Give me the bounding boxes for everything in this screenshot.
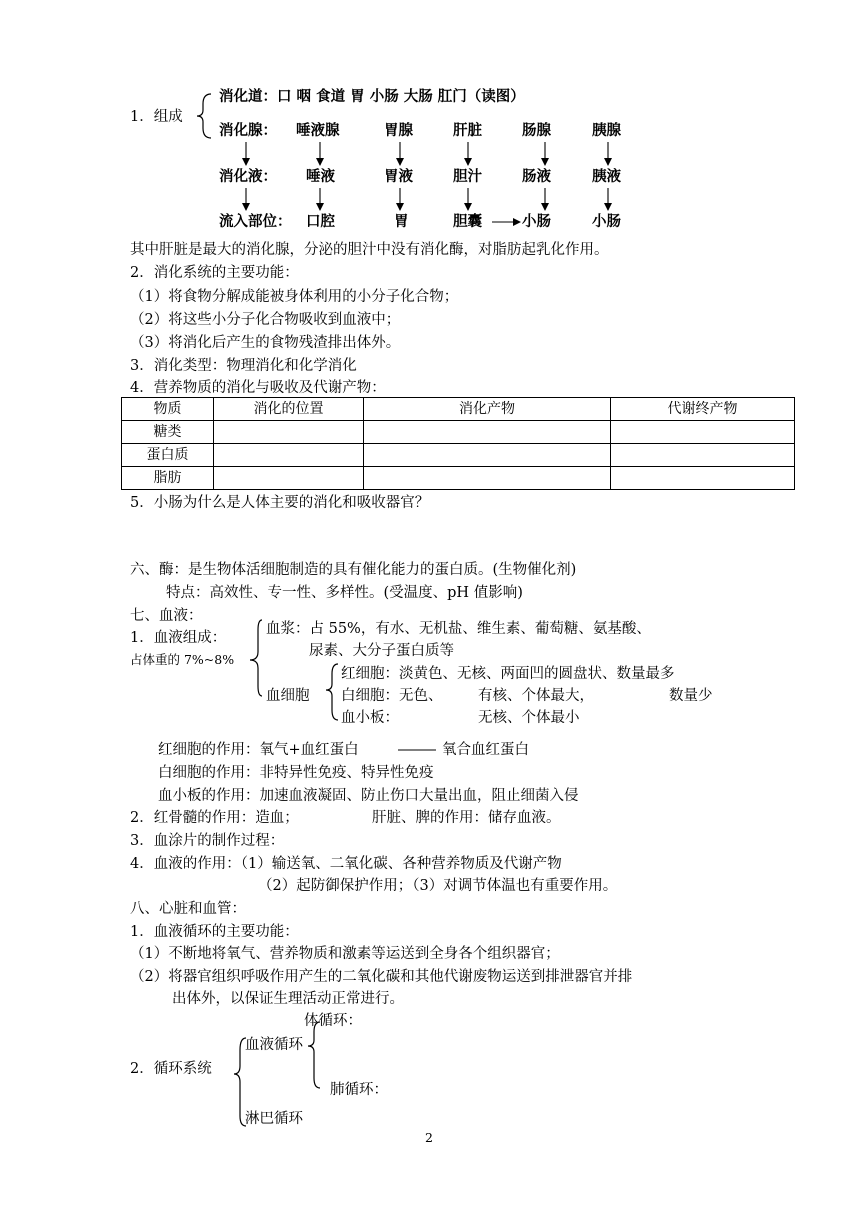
flow-item: 胆囊 [453, 214, 482, 230]
function-item: （3）将消化后产生的食物残渣排出体外。 [130, 335, 401, 351]
juice-label: 消化液： [219, 169, 277, 185]
wbc-desc-nucleus: 有核、个体最大， [478, 688, 594, 704]
row-label: 脂肪 [122, 467, 214, 490]
body-weight-note: 占体重的 7%~8% [130, 652, 235, 667]
juice-item: 唾液 [306, 169, 335, 185]
juice-item: 胃液 [384, 169, 413, 185]
enzyme-definition: 六、酶：是生物体活细胞制造的具有催化能力的蛋白质。(生物催化剂) [130, 562, 577, 578]
plasma-line-1: 血浆：占 55%，有水、无机盐、维生素、葡萄糖、氨基酸、 [266, 621, 651, 637]
table-header: 物质 [122, 398, 214, 421]
flow-label: 流入部位： [219, 214, 292, 230]
table-header-row [122, 398, 795, 421]
flow-item: 小肠 [522, 214, 551, 230]
table-cell [364, 421, 611, 444]
nutrient-table [121, 397, 795, 490]
table-header: 代谢终产物 [611, 398, 795, 421]
section-4-title: 4．营养物质的消化与吸收及代谢产物： [130, 380, 386, 396]
table-cell [364, 444, 611, 467]
table-cell [214, 467, 364, 490]
flow-item: 小肠 [592, 214, 621, 230]
liver-spleen-function: 肝脏、脾的作用：储存血液。 [372, 810, 561, 826]
table-cell [214, 421, 364, 444]
circulation-function-title: 1．血液循环的主要功能： [130, 924, 299, 940]
function-item: （2）将这些小分子化合物吸收到血液中； [130, 312, 401, 328]
table-cell [611, 444, 795, 467]
enzyme-features: 特点：高效性、专一性、多样性。(受温度、pH 值影响) [166, 585, 523, 601]
pulmonary-circulation: 肺循环： [330, 1082, 388, 1098]
smear-process: 3．血涂片的制作过程： [130, 833, 285, 849]
section-1-label: 1．组成 [130, 109, 183, 125]
plasma-line-2: 尿素、大分子蛋白质等 [309, 643, 454, 659]
function-item: （1）将食物分解成能被身体利用的小分子化合物； [130, 289, 459, 305]
gland-item: 胰腺 [592, 123, 621, 139]
wbc-desc: 白细胞：无色、 [341, 688, 443, 704]
rbc-desc: 红细胞：淡黄色、无核、两面凹的圆盘状、数量最多 [341, 666, 675, 682]
blood-function-2: （2）起防御保护作用；（3）对调节体温也有重要作用。 [258, 878, 618, 894]
circulation-system-label: 2．循环系统 [130, 1061, 212, 1077]
gland-item: 肠腺 [522, 123, 551, 139]
wbc-function: 白细胞的作用：非特异性免疫、特异性免疫 [158, 765, 434, 781]
rbc-function: 红细胞的作用：氧气+血红蛋白 [158, 742, 359, 758]
juice-item: 胰液 [592, 169, 621, 185]
gland-item: 唾液腺 [296, 123, 340, 139]
row-label: 糖类 [122, 421, 214, 444]
systemic-circulation: 体循环： [304, 1013, 362, 1029]
page-number: 2 [425, 1130, 433, 1145]
blood-function-1: 4．血液的作用：（1）输送氧、二氧化碳、各种营养物质及代谢产物 [130, 856, 562, 872]
heart-title: 八、心脏和血管： [130, 901, 246, 917]
platelet-desc: 血小板： [341, 710, 399, 726]
table-cell [364, 467, 611, 490]
section-5: 5．小肠为什么是人体主要的消化和吸收器官？ [130, 495, 430, 511]
gland-item: 肝脏 [453, 123, 482, 139]
circulation-item-cont: 出体外，以保证生理活动正常进行。 [172, 991, 404, 1007]
juice-item: 肠液 [522, 169, 551, 185]
blood-circulation: 血液循环 [245, 1037, 303, 1053]
table-row [122, 444, 795, 467]
table-row [122, 467, 795, 490]
table-cell [611, 467, 795, 490]
blood-title: 七、血液： [130, 608, 203, 624]
table-header: 消化产物 [364, 398, 611, 421]
marrow-function: 2．红骨髓的作用：造血； [130, 810, 299, 826]
flow-item: 胃 [394, 214, 409, 230]
liver-note: 其中肝脏是最大的消化腺，分泌的胆汁中没有消化酶，对脂肪起乳化作用。 [130, 242, 609, 258]
table-cell [611, 421, 795, 444]
oxyhemoglobin: 氧合血红蛋白 [442, 742, 529, 758]
platelet-desc-detail: 无核、个体最小 [478, 710, 580, 726]
table-header: 消化的位置 [214, 398, 364, 421]
section-2-title: 2．消化系统的主要功能： [130, 265, 299, 281]
section-3: 3．消化类型：物理消化和化学消化 [130, 358, 357, 374]
platelet-function: 血小板的作用：加速血液凝固、防止伤口大量出血，阻止细菌入侵 [158, 788, 579, 804]
digestive-tract-row: 消化道：口 咽 食道 胃 小肠 大肠 肛门（读图） [219, 89, 525, 105]
circulation-item: （2）将器官组织呼吸作用产生的二氧化碳和其他代谢废物运送到排泄器官并排 [130, 969, 633, 985]
flow-item: 口腔 [306, 214, 335, 230]
lymph-circulation: 淋巴循环 [245, 1111, 303, 1127]
juice-item: 胆汁 [453, 169, 482, 185]
table-cell [214, 444, 364, 467]
circulation-item: （1）不断地将氧气、营养物质和激素等运送到全身各个组织器官； [130, 946, 560, 962]
table-row [122, 421, 795, 444]
gland-label: 消化腺： [219, 123, 277, 139]
wbc-desc-count: 数量少 [669, 688, 713, 704]
blood-cells-label: 血细胞 [266, 688, 310, 704]
gland-item: 胃腺 [384, 123, 413, 139]
row-label: 蛋白质 [122, 444, 214, 467]
blood-composition-label: 1．血液组成： [130, 630, 227, 646]
